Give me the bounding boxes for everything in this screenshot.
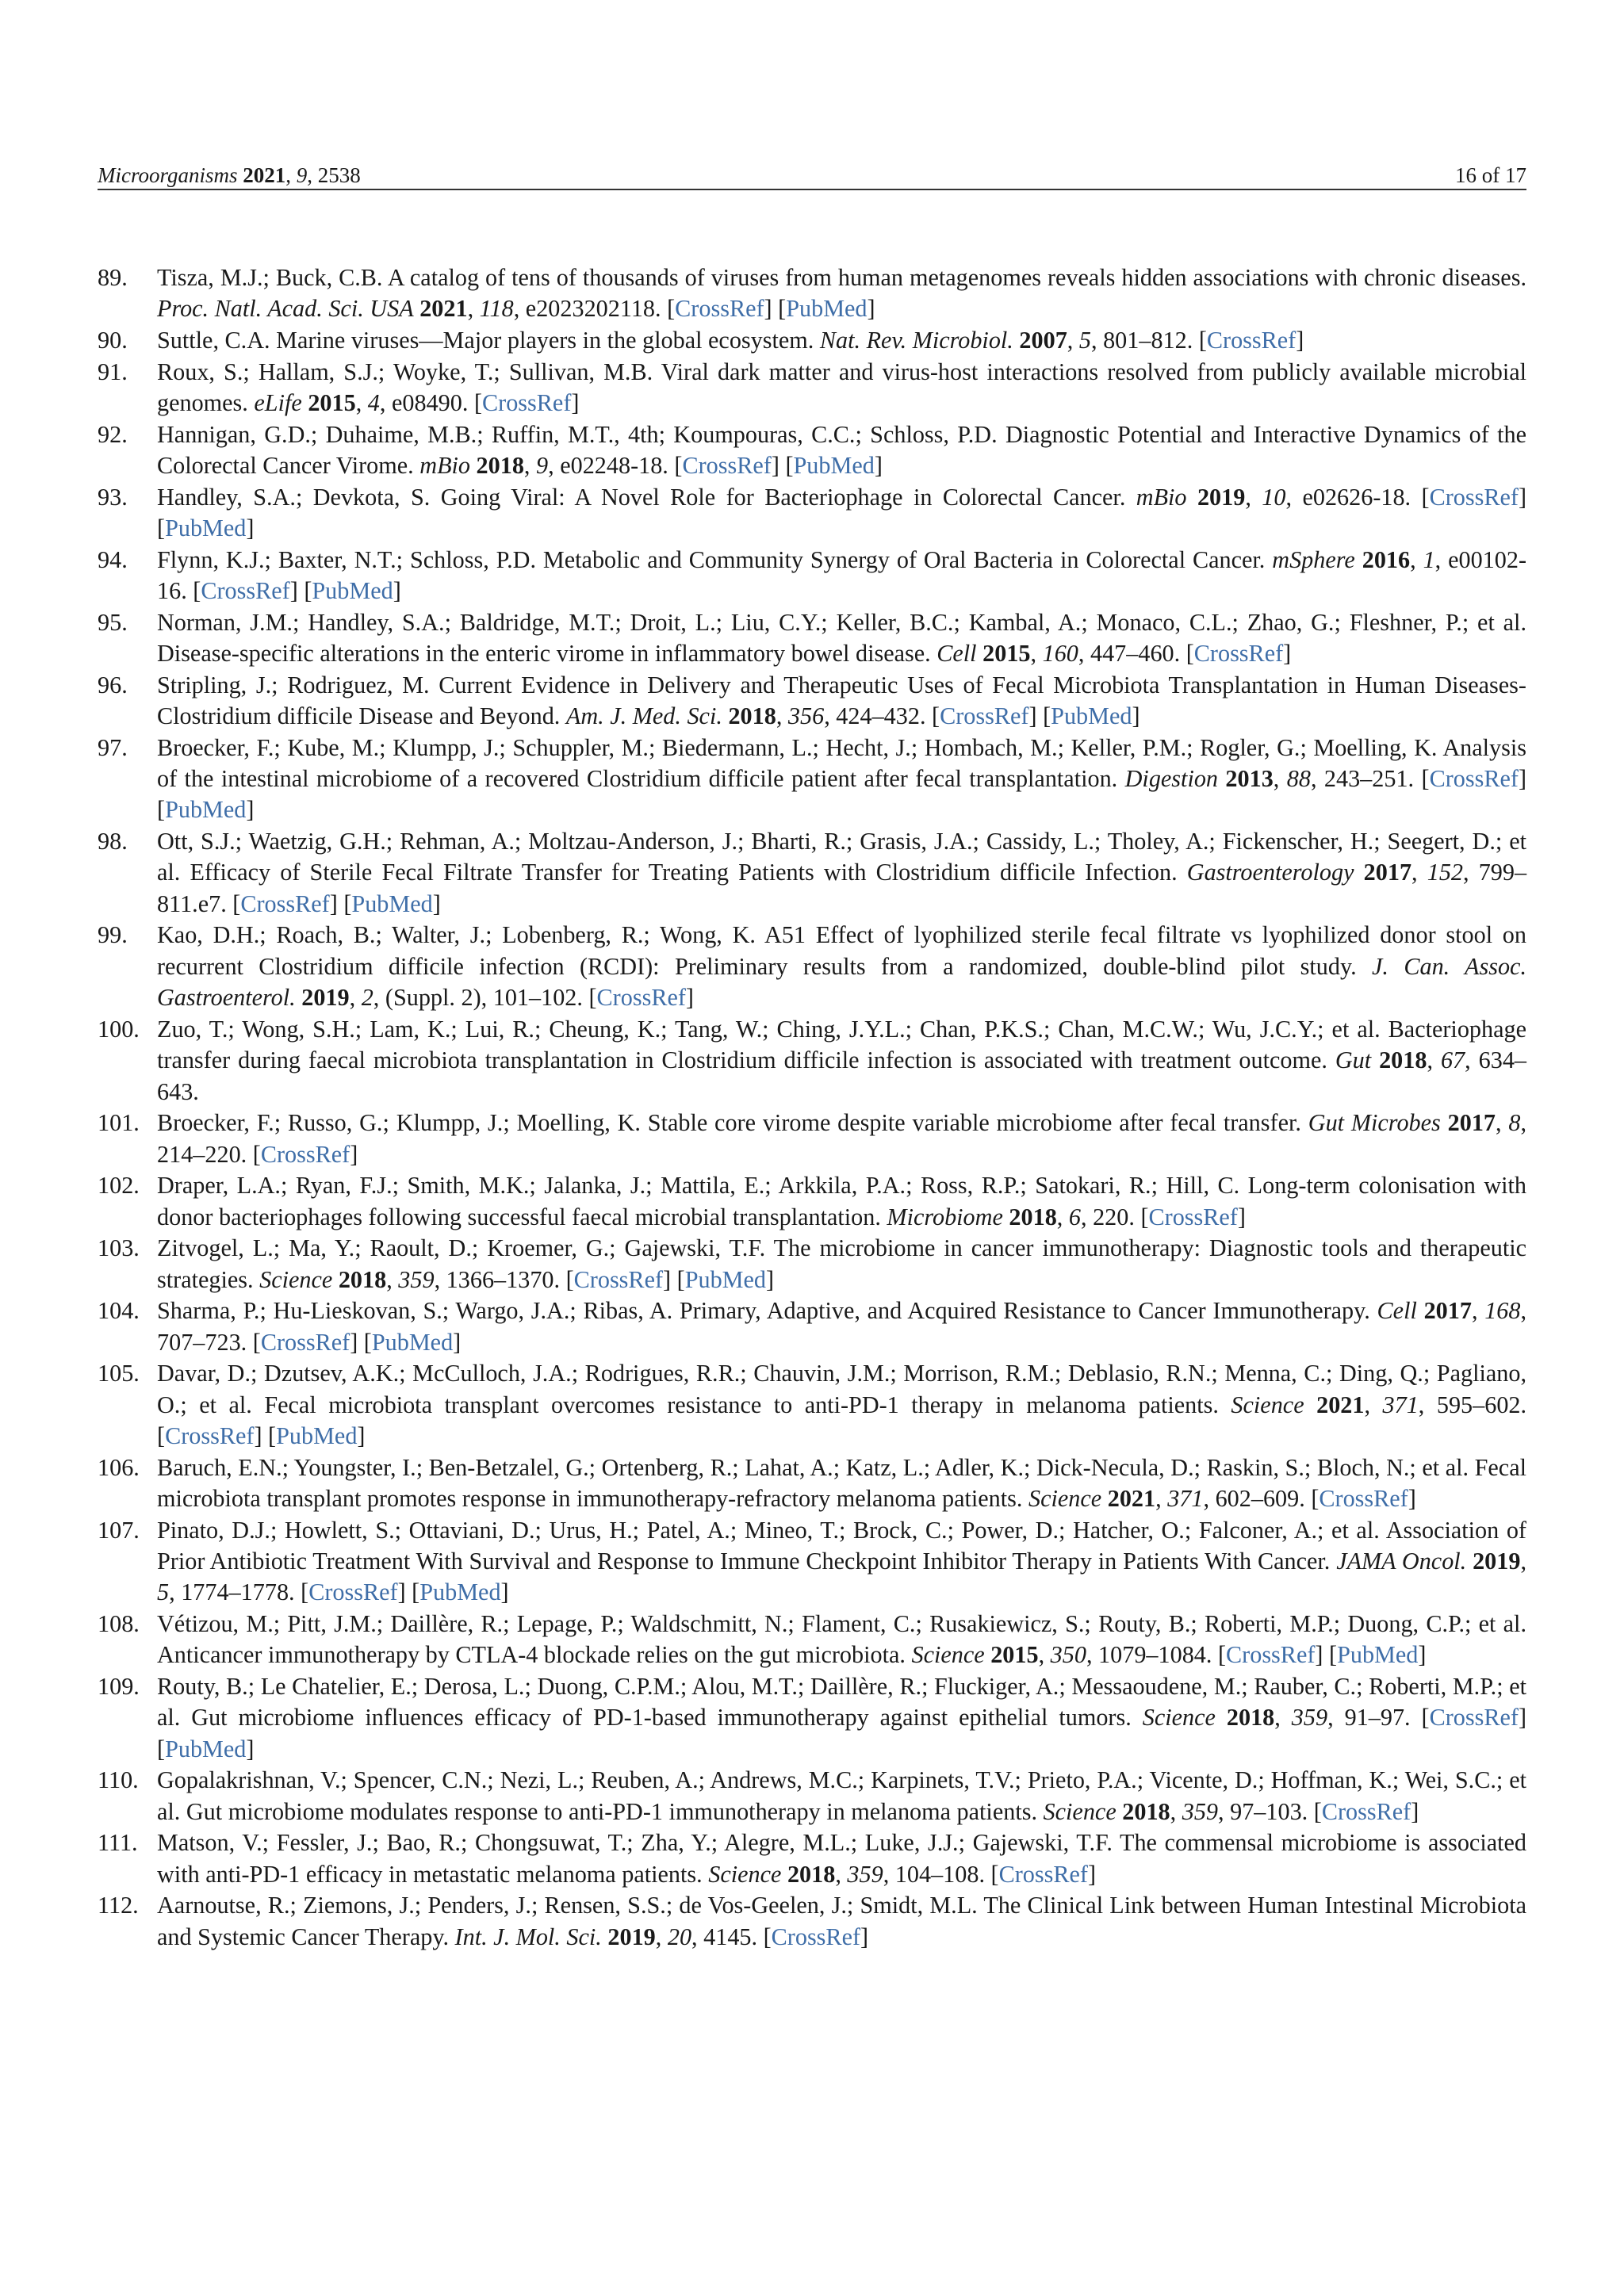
reference-authors-title: Flynn, K.J.; Baxter, N.T.; Schloss, P.D. Metabolic and Community Synergy of Oral Bacteria in Colorectal Cancer. xyxy=(157,545,1266,573)
link-pubmed[interactable]: PubMed xyxy=(786,295,868,323)
reference-year: 2018 xyxy=(476,452,524,479)
reference-volume: 160 xyxy=(1042,640,1078,667)
reference-item: 101. Broecker, F.; Russo, G.; Klumpp, J.; Moelling, K. Stable core virome despite variable microbiome after fecal transfer. Gut Microbes 2017, 8, 214–220. [CrossRef] xyxy=(98,1109,1527,1168)
reference-pages: 424–432. xyxy=(836,702,926,729)
reference-item: 104. Sharma, P.; Hu-Lieskovan, S.; Wargo, J.A.; Ribas, A. Primary, Adaptive, and Acquired Resistance to Cancer Immunotherapy. Cell 2017, 168, 707–723. [CrossRef] [PubMed] xyxy=(98,1297,1527,1356)
reference-year: 2018 xyxy=(728,702,776,729)
reference-authors-title: Aarnoutse, R.; Ziemons, J.; Penders, J.; Rensen, S.S.; de Vos-Geelen, J.; Smidt, M.L. The Clinical Link between Human Intestinal Microbiota and Systemic Cancer Therapy. xyxy=(157,1892,1526,1950)
reference-journal: JAMA Oncol. xyxy=(1336,1548,1467,1575)
reference-number: 112. xyxy=(98,1892,139,1919)
reference-year: 2021 xyxy=(1107,1485,1156,1513)
reference-item: 107. Pinato, D.J.; Howlett, S.; Ottaviani, D.; Urus, H.; Patel, A.; Mineo, T.; Brock, C.; Power, D.; Hatcher, O.; Falconer, A.; et al. Association of Prior Antibiotic Treatment With Survival and Response to Immune Checkpoint Inhibitor Therapy in Patients With Cancer. JAMA Oncol. 2019, 5, 1774–1778. [CrossRef] [PubMed] xyxy=(98,1516,1526,1606)
reference-item: 112. Aarnoutse, R.; Ziemons, J.; Penders, J.; Rensen, S.S.; de Vos-Geelen, J.; Smidt, M.L. The Clinical Link between Human Intestinal Microbiota and Systemic Cancer Therapy. Int. J. Mol. Sci. 2019, 20, 4145. [CrossRef] xyxy=(98,1892,1526,1950)
reference-volume: 359 xyxy=(1291,1704,1328,1732)
link-crossref[interactable]: CrossRef xyxy=(1193,640,1284,667)
reference-pages: e00102-16. xyxy=(157,545,1527,604)
reference-pages: 707–723. xyxy=(157,1328,247,1356)
reference-pages: (Suppl. 2), 101–102. xyxy=(385,984,583,1012)
reference-pages: e2023202118. xyxy=(525,295,661,323)
reference-year: 2019 xyxy=(301,984,350,1012)
link-pubmed[interactable]: PubMed xyxy=(419,1578,501,1606)
reference-number: 107. xyxy=(98,1516,140,1544)
reference-pages: 799–811.e7. xyxy=(157,859,1527,917)
reference-year: 2018 xyxy=(338,1265,387,1293)
reference-year: 2007 xyxy=(1019,327,1067,354)
reference-number: 95. xyxy=(98,608,128,636)
reference-year: 2019 xyxy=(607,1923,656,1950)
link-crossref[interactable]: CrossRef xyxy=(1226,1641,1316,1669)
reference-item: 98. Ott, S.J.; Waetzig, G.H.; Rehman, A.; Moltzau-Anderson, J.; Bharti, R.; Grasis, J.A.; Cassidy, L.; Tholey, A.; Fickenscher, H.; Seegert, D.; et al. Efficacy of Sterile Fecal Filtrate Transfer for Treating Patients with Clostridium difficile Infection. Gastroenterology 2017, 152, 799–811.e7. [CrossRef] [PubMed] xyxy=(98,828,1527,917)
reference-item: 92. Hannigan, G.D.; Duhaime, M.B.; Ruffin, M.T., 4th; Koumpouras, C.C.; Schloss, P.D. Diagnostic Potential and Interactive Dynamics of the Colorectal Cancer Virome. mBio 2018, 9, e02248-18. [CrossRef] [PubMed] xyxy=(98,420,1526,479)
reference-journal: Nat. Rev. Microbiol. xyxy=(819,327,1013,354)
link-crossref[interactable]: CrossRef xyxy=(573,1265,664,1293)
link-crossref[interactable]: CrossRef xyxy=(240,890,330,917)
reference-number: 92. xyxy=(98,420,128,448)
reference-number: 97. xyxy=(98,733,128,761)
reference-year: 2017 xyxy=(1423,1297,1472,1325)
link-crossref[interactable]: CrossRef xyxy=(1429,765,1519,792)
link-crossref[interactable]: CrossRef xyxy=(998,1860,1088,1888)
reference-journal: Gastroenterology xyxy=(1186,859,1354,886)
reference-journal: J. Can. Assoc. Gastroenterol. xyxy=(157,952,1527,1012)
reference-volume: 359 xyxy=(847,1860,883,1888)
reference-volume: 359 xyxy=(398,1265,435,1293)
reference-number: 105. xyxy=(98,1360,140,1387)
link-crossref[interactable]: CrossRef xyxy=(260,1328,350,1356)
reference-volume: 356 xyxy=(787,702,825,729)
reference-volume: 20 xyxy=(667,1923,692,1950)
link-crossref[interactable]: CrossRef xyxy=(1319,1485,1408,1513)
reference-item: 95. Norman, J.M.; Handley, S.A.; Baldridge, M.T.; Droit, L.; Liu, C.Y.; Keller, B.C.; Kambal, A.; Monaco, C.L.; Zhao, G.; Fleshner, P.; et al. Disease-specific alterations in the enteric virome in inflammatory bowel disease. Cell 2015, 160, 447–460. [CrossRef] xyxy=(98,608,1526,667)
reference-number: 96. xyxy=(98,671,128,698)
reference-authors-title: Norman, J.M.; Handley, S.A.; Baldridge, M.T.; Droit, L.; Liu, C.Y.; Keller, B.C.; Kambal, A.; Monaco, C.L.; Zhao, G.; Fleshner, P.; et al. Disease-specific alterations in the enteric virome in inflammatory bowel disease. xyxy=(157,608,1526,667)
reference-number: 103. xyxy=(98,1234,140,1262)
reference-number: 102. xyxy=(98,1172,140,1200)
reference-number: 98. xyxy=(98,828,128,855)
reference-pages: 447–460. xyxy=(1090,640,1181,667)
reference-volume: 2 xyxy=(361,984,373,1012)
reference-item: 102. Draper, L.A.; Ryan, F.J.; Smith, M.K.; Jalanka, J.; Mattila, E.; Arkkila, P.A.; Ross, R.P.; Satokari, R.; Hill, C. Long-term colonisation with donor bacteriophages following successful faecal microbial transplantation. Microbiome 2018, 6, 220. [CrossRef] xyxy=(98,1172,1526,1230)
reference-number: 89. xyxy=(98,264,128,291)
reference-pages: 1366–1370. xyxy=(446,1265,561,1293)
reference-journal: Science xyxy=(1142,1704,1216,1732)
reference-volume: 359 xyxy=(1182,1797,1219,1825)
reference-year: 2021 xyxy=(1316,1391,1365,1418)
link-crossref[interactable]: CrossRef xyxy=(482,389,572,416)
reference-year: 2018 xyxy=(1379,1047,1427,1074)
link-crossref[interactable]: CrossRef xyxy=(201,577,290,604)
page-number: 16 of 17 xyxy=(1455,163,1526,187)
reference-volume: 5 xyxy=(1078,327,1091,354)
reference-pages: e08490. xyxy=(391,389,469,416)
link-crossref[interactable]: CrossRef xyxy=(1206,327,1297,354)
reference-volume: 118 xyxy=(479,295,514,323)
reference-item: 96. Stripling, J.; Rodriguez, M. Current Evidence in Delivery and Therapeutic Uses of Fecal Microbiota Transplantation in Human Diseases-Clostridium difficile Disease and Beyond. Am. J. Med. Sci. 2018, 356, 424–432. [CrossRef] [PubMed] xyxy=(98,671,1526,729)
reference-journal: Science xyxy=(708,1860,782,1888)
reference-pages: 214–220. xyxy=(157,1140,247,1168)
reference-pages: 602–609. xyxy=(1215,1485,1305,1513)
reference-journal: Cell xyxy=(1377,1297,1417,1325)
reference-pages: 4145. xyxy=(703,1923,758,1950)
reference-authors-title: Tisza, M.J.; Buck, C.B. A catalog of tens of thousands of viruses from human metagenomes reveals hidden associations with chronic diseases. xyxy=(157,264,1526,291)
reference-number: 109. xyxy=(98,1673,140,1701)
link-crossref[interactable]: CrossRef xyxy=(596,984,686,1012)
link-crossref[interactable]: CrossRef xyxy=(260,1140,350,1168)
reference-number: 101. xyxy=(98,1109,140,1137)
reference-pages: e02248-18. xyxy=(560,452,668,479)
reference-authors-title: Stripling, J.; Rodriguez, M. Current Evidence in Delivery and Therapeutic Uses of Fecal Microbiota Transplantation in Human Diseases-Clostridium difficile Disease and Beyond. xyxy=(157,671,1526,729)
reference-volume: 4 xyxy=(367,389,380,416)
link-pubmed[interactable]: PubMed xyxy=(371,1328,454,1356)
reference-journal: mBio xyxy=(1136,483,1187,511)
reference-number: 108. xyxy=(98,1610,140,1638)
reference-volume: 371 xyxy=(1382,1391,1419,1418)
reference-volume: 152 xyxy=(1427,859,1463,886)
reference-journal: Science xyxy=(1231,1391,1304,1418)
reference-volume: 9 xyxy=(536,452,549,479)
reference-journal: Proc. Natl. Acad. Sci. USA xyxy=(157,295,414,323)
page-header xyxy=(98,163,1526,192)
link-pubmed[interactable]: PubMed xyxy=(165,1735,247,1762)
reference-journal: mBio xyxy=(419,452,470,479)
reference-authors-title: Roux, S.; Hallam, S.J.; Woyke, T.; Sullivan, M.B. Viral dark matter and virus-host interactions resolved from publicly available microbial genomes. xyxy=(157,358,1526,416)
reference-item: 109. Routy, B.; Le Chatelier, E.; Derosa, L.; Duong, C.P.M.; Alou, M.T.; Daillère, R.; Fluckiger, A.; Messaoudene, M.; Rauber, C.; Roberti, M.P.; et al. Gut microbiome influences efficacy of PD-1-based immunotherapy against epithelial tumors. Science 2018, 359, 91–97. [CrossRef] [PubMed] xyxy=(98,1673,1527,1762)
reference-item: 93. Handley, S.A.; Devkota, S. Going Viral: A Novel Role for Bacteriophage in Colorectal Cancer. mBio 2019, 10, e02626-18. [CrossRef] [PubMed] xyxy=(98,483,1527,541)
reference-year: 2015 xyxy=(308,389,356,416)
reference-item: 99. Kao, D.H.; Roach, B.; Walter, J.; Lobenberg, R.; Wong, K. A51 Effect of lyophilized sterile fecal filtrate vs lyophilized donor stool on recurrent Clostridium difficile infection (RCDI): Preliminary results from a randomized, double-blind pilot study. J. Can. Assoc. Gastroenterol. 2019, 2, (Suppl. 2), 101–102. [CrossRef] xyxy=(98,921,1527,1012)
reference-authors-title: Zitvogel, L.; Ma, Y.; Raoult, D.; Kroemer, G.; Gajewski, T.F. The microbiome in cancer immunotherapy: Diagnostic tools and therapeutic strategies. xyxy=(157,1234,1526,1293)
reference-year: 2017 xyxy=(1363,859,1412,886)
reference-item: 91. Roux, S.; Hallam, S.J.; Woyke, T.; Sullivan, M.B. Viral dark matter and virus-host interactions resolved from publicly available microbial genomes. eLife 2015, 4, e08490. [CrossRef] xyxy=(98,358,1526,416)
reference-journal: Am. J. Med. Sci. xyxy=(565,702,722,729)
reference-year: 2013 xyxy=(1225,765,1274,792)
link-crossref[interactable]: CrossRef xyxy=(675,295,764,323)
reference-year: 2018 xyxy=(1009,1203,1057,1230)
reference-number: 99. xyxy=(98,921,128,949)
article-number: 2538 xyxy=(317,163,361,187)
reference-authors-title: Broecker, F.; Russo, G.; Klumpp, J.; Moelling, K. Stable core virome despite variable microbiome after fecal transfer. xyxy=(157,1109,1301,1137)
reference-year: 2018 xyxy=(1122,1797,1170,1825)
reference-pages: 243–251. xyxy=(1323,765,1415,792)
reference-number: 94. xyxy=(98,545,128,573)
reference-authors-title: Suttle, C.A. Marine viruses—Major players in the global ecosystem. xyxy=(157,327,814,354)
reference-authors-title: Zuo, T.; Wong, S.H.; Lam, K.; Lui, R.; Cheung, K.; Tang, W.; Ching, J.Y.L.; Chan, P.K.S.; Chan, M.C.W.; Wu, J.C.Y.; et al. Bacteriophage transfer during faecal microbiota transplantation in Clostridium difficile infection is associated with treatment outcome. xyxy=(157,1015,1526,1074)
link-crossref[interactable]: CrossRef xyxy=(940,702,1029,729)
reference-journal: Digestion xyxy=(1124,765,1219,792)
reference-year: 2019 xyxy=(1197,483,1246,511)
reference-authors-title: Davar, D.; Dzutsev, A.K.; McCulloch, J.A.; Rodrigues, R.R.; Chauvin, J.M.; Morrison, R.M.; Deblasio, R.N.; Menna, C.; Ding, Q.; Pagliano, O.; et al. Fecal microbiota transplant overcomes resistance to anti-PD-1 therapy in melanoma patients. xyxy=(157,1360,1526,1418)
reference-pages: 104–108. xyxy=(894,1860,985,1888)
reference-volume: 371 xyxy=(1167,1485,1204,1513)
link-crossref[interactable]: CrossRef xyxy=(1321,1797,1411,1825)
header-rule xyxy=(98,189,1526,190)
reference-number: 90. xyxy=(98,327,128,354)
reference-pages: 1774–1778. xyxy=(181,1578,295,1606)
reference-list xyxy=(98,262,1526,1953)
link-crossref[interactable]: CrossRef xyxy=(1148,1203,1238,1230)
reference-volume: 168 xyxy=(1484,1297,1521,1325)
reference-journal: Gut Microbes xyxy=(1308,1109,1441,1137)
reference-journal: Science xyxy=(259,1265,333,1293)
reference-number: 110. xyxy=(98,1766,139,1794)
reference-year: 2017 xyxy=(1447,1109,1496,1137)
reference-authors-title: Matson, V.; Fessler, J.; Bao, R.; Chongsuwat, T.; Zha, Y.; Alegre, M.L.; Luke, J.J.; Gajewski, T.F. The commensal microbiome is associated with anti-PD-1 efficacy in metastatic melanoma patients. xyxy=(157,1829,1526,1888)
link-pubmed[interactable]: PubMed xyxy=(793,452,875,479)
reference-authors-title: Vétizou, M.; Pitt, J.M.; Daillère, R.; Lepage, P.; Waldschmitt, N.; Flament, C.; Rusakiewicz, S.; Routy, B.; Roberti, M.P.; Duong, C.P.; et al. Anticancer immunotherapy by CTLA-4 blockade relies on the gut microbiota. xyxy=(157,1610,1526,1669)
reference-item: 103. Zitvogel, L.; Ma, Y.; Raoult, D.; Kroemer, G.; Gajewski, T.F. The microbiome in cancer immunotherapy: Diagnostic tools and therapeutic strategies. Science 2018, 359, 1366–1370. [CrossRef] [PubMed] xyxy=(98,1234,1526,1293)
reference-item: 100. Zuo, T.; Wong, S.H.; Lam, K.; Lui, R.; Cheung, K.; Tang, W.; Ching, J.Y.L.; Chan, P.K.S.; Chan, M.C.W.; Wu, J.C.Y.; et al. Bacteriophage transfer during faecal microbiota transplantation in Clostridium difficile infection is associated with treatment outcome. Gut 2018, 67, 634–643. xyxy=(98,1015,1527,1105)
reference-journal: Gut xyxy=(1335,1047,1372,1074)
reference-authors-title: Sharma, P.; Hu-Lieskovan, S.; Wargo, J.A.; Ribas, A. Primary, Adaptive, and Acquired Resistance to Cancer Immunotherapy. xyxy=(157,1297,1370,1325)
reference-journal: Science xyxy=(1028,1485,1102,1513)
reference-volume: 88 xyxy=(1286,765,1311,792)
reference-volume: 350 xyxy=(1050,1641,1086,1669)
reference-pages: 634–643. xyxy=(157,1047,1527,1105)
reference-number: 111. xyxy=(98,1829,138,1857)
journal-name: Microorganisms xyxy=(98,163,238,187)
reference-pages: 91–97. xyxy=(1344,1704,1411,1732)
reference-journal: mSphere xyxy=(1272,545,1355,573)
reference-number: 93. xyxy=(98,483,128,511)
reference-item: 94. Flynn, K.J.; Baxter, N.T.; Schloss, P.D. Metabolic and Community Synergy of Oral Bacteria in Colorectal Cancer. mSphere 2016, 1, e00102-16. [CrossRef] [PubMed] xyxy=(98,545,1527,604)
reference-authors-title: Kao, D.H.; Roach, B.; Walter, J.; Lobenberg, R.; Wong, K. A51 Effect of lyophilized sterile fecal filtrate vs lyophilized donor stool on recurrent Clostridium difficile infection (RCDI): Preliminary results from a randomized, double-blind pilot study. xyxy=(157,921,1526,980)
link-crossref[interactable]: CrossRef xyxy=(308,1578,398,1606)
reference-journal: Science xyxy=(911,1641,985,1669)
reference-item: 105. Davar, D.; Dzutsev, A.K.; McCulloch, J.A.; Rodrigues, R.R.; Chauvin, J.M.; Morrison, R.M.; Deblasio, R.N.; Menna, C.; Ding, Q.; Pagliano, O.; et al. Fecal microbiota transplant overcomes resistance to anti-PD-1 therapy in melanoma patients. Science 2021, 371, 595–602. [CrossRef] [PubMed] xyxy=(98,1360,1527,1450)
journal-year: 2021 xyxy=(243,163,286,187)
reference-authors-title: Hannigan, G.D.; Duhaime, M.B.; Ruffin, M.T., 4th; Koumpouras, C.C.; Schloss, P.D. Diagnostic Potential and Interactive Dynamics of the Colorectal Cancer Virome. xyxy=(157,420,1526,479)
reference-number: 100. xyxy=(98,1015,140,1043)
reference-number: 91. xyxy=(98,358,128,385)
reference-journal: Science xyxy=(1043,1797,1116,1825)
reference-authors-title: Draper, L.A.; Ryan, F.J.; Smith, M.K.; Jalanka, J.; Mattila, E.; Arkkila, P.A.; Ross, R.P.; Satokari, R.; Hill, C. Long-term colonisation with donor bacteriophages following successful faecal microbial transplantation. xyxy=(157,1172,1526,1230)
reference-authors-title: Gopalakrishnan, V.; Spencer, C.N.; Nezi, L.; Reuben, A.; Andrews, M.C.; Karpinets, T.V.; Prieto, P.A.; Vicente, D.; Hoffman, K.; Wei, S.C.; et al. Gut microbiome modulates response to anti-PD-1 immunotherapy in melanoma patients. xyxy=(157,1766,1526,1825)
link-crossref[interactable]: CrossRef xyxy=(1429,483,1519,511)
reference-year: 2019 xyxy=(1473,1548,1521,1575)
link-pubmed[interactable]: PubMed xyxy=(1051,702,1132,729)
reference-volume: 8 xyxy=(1508,1109,1521,1137)
link-crossref[interactable]: CrossRef xyxy=(682,452,772,479)
link-pubmed[interactable]: PubMed xyxy=(165,796,247,824)
link-crossref[interactable]: CrossRef xyxy=(165,1422,255,1450)
link-pubmed[interactable]: PubMed xyxy=(276,1422,358,1450)
running-head: Microorganisms 2021, 9, 2538 xyxy=(98,163,361,187)
reference-volume: 10 xyxy=(1262,483,1286,511)
link-crossref[interactable]: CrossRef xyxy=(1429,1704,1519,1732)
reference-year: 2018 xyxy=(1226,1704,1275,1732)
reference-year: 2015 xyxy=(982,640,1031,667)
reference-item: 110. Gopalakrishnan, V.; Spencer, C.N.; Nezi, L.; Reuben, A.; Andrews, M.C.; Karpinets, T.V.; Prieto, P.A.; Vicente, D.; Hoffman, K.; Wei, S.C.; et al. Gut microbiome modulates response to anti-PD-1 immunotherapy in melanoma patients. Science 2018, 359, 97–103. [CrossRef] xyxy=(98,1766,1526,1825)
reference-volume: 6 xyxy=(1068,1203,1081,1230)
reference-item: 90. Suttle, C.A. Marine viruses—Major players in the global ecosystem. Nat. Rev. Microbiol. 2007, 5, 801–812. [CrossRef] xyxy=(98,325,1526,356)
reference-number: 106. xyxy=(98,1453,140,1481)
reference-journal: eLife xyxy=(254,389,302,416)
reference-journal: Microbiome xyxy=(887,1203,1003,1230)
reference-journal: Cell xyxy=(936,640,977,667)
reference-item: 106. Baruch, E.N.; Youngster, I.; Ben-Betzalel, G.; Ortenberg, R.; Lahat, A.; Katz, L.; Adler, K.; Dick-Necula, D.; Raskin, S.; Bloch, N.; et al. Fecal microbiota transplant promotes response in immunotherapy-refractory melanoma patients. Science 2021, 371, 602–609. [CrossRef] xyxy=(98,1453,1526,1513)
journal-volume: 9 xyxy=(296,163,308,187)
reference-journal: Int. J. Mol. Sci. xyxy=(454,1923,602,1950)
reference-year: 2018 xyxy=(787,1860,836,1888)
reference-pages: 801–812. xyxy=(1103,327,1193,354)
reference-item: 97. Broecker, F.; Kube, M.; Klumpp, J.; Schuppler, M.; Biedermann, L.; Hecht, J.; Hombach, M.; Keller, P.M.; Rogler, G.; Moelling, K. Analysis of the intestinal microbiome of a recovered Clostridium difficile patient after fecal transplantation. Digestion 2013, 88, 243–251. [CrossRef] [PubMed] xyxy=(98,733,1526,824)
reference-pages: 220. xyxy=(1093,1203,1135,1230)
reference-year: 2021 xyxy=(419,295,468,323)
reference-item: 111. Matson, V.; Fessler, J.; Bao, R.; Chongsuwat, T.; Zha, Y.; Alegre, M.L.; Luke, J.J.; Gajewski, T.F. The commensal microbiome is associated with anti-PD-1 efficacy in metastatic melanoma patients. Science 2018, 359, 104–108. [CrossRef] xyxy=(98,1829,1526,1888)
reference-volume: 5 xyxy=(157,1578,170,1606)
link-pubmed[interactable]: PubMed xyxy=(684,1265,767,1293)
reference-pages: 97–103. xyxy=(1230,1797,1308,1825)
reference-number: 104. xyxy=(98,1297,140,1325)
link-pubmed[interactable]: PubMed xyxy=(312,577,393,604)
link-pubmed[interactable]: PubMed xyxy=(165,515,247,541)
reference-authors-title: Baruch, E.N.; Youngster, I.; Ben-Betzalel, G.; Ortenberg, R.; Lahat, A.; Katz, L.; Adler, K.; Dick-Necula, D.; Raskin, S.; Bloch, N.; et al. Fecal microbiota transplant promotes response in immunotherapy-refractory melanoma patients. xyxy=(157,1453,1526,1513)
reference-authors-title: Handley, S.A.; Devkota, S. Going Viral: A Novel Role for Bacteriophage in Colorectal Cancer. xyxy=(157,483,1126,511)
reference-pages: e02626-18. xyxy=(1302,483,1411,511)
reference-pages: 1079–1084. xyxy=(1098,1641,1212,1669)
reference-volume: 67 xyxy=(1440,1047,1465,1074)
reference-year: 2015 xyxy=(990,1641,1039,1669)
reference-authors-title: Pinato, D.J.; Howlett, S.; Ottaviani, D.; Urus, H.; Patel, A.; Mineo, T.; Brock, C.; Power, D.; Hatcher, O.; Falconer, A.; et al. Association of Prior Antibiotic Treatment With Survival and Response to Immune Checkpoint Inhibitor Therapy in Patients With Cancer. xyxy=(157,1516,1526,1575)
reference-authors-title: Broecker, F.; Kube, M.; Klumpp, J.; Schuppler, M.; Biedermann, L.; Hecht, J.; Hombach, M.; Keller, P.M.; Rogler, G.; Moelling, K. Analysis of the intestinal microbiome of a recovered Clostridium difficile patient after fecal transplantation. xyxy=(157,733,1526,792)
link-crossref[interactable]: CrossRef xyxy=(771,1923,861,1950)
reference-item: 108. Vétizou, M.; Pitt, J.M.; Daillère, R.; Lepage, P.; Waldschmitt, N.; Flament, C.; Rusakiewicz, S.; Routy, B.; Roberti, M.P.; Duong, C.P.; et al. Anticancer immunotherapy by CTLA-4 blockade relies on the gut microbiota. Science 2015, 350, 1079–1084. [CrossRef] [PubMed] xyxy=(98,1610,1526,1669)
reference-pages: 595–602. xyxy=(1436,1391,1527,1418)
reference-authors-title: Ott, S.J.; Waetzig, G.H.; Rehman, A.; Moltzau-Anderson, J.; Bharti, R.; Grasis, J.A.; Cassidy, L.; Tholey, A.; Fickenscher, H.; Seegert, D.; et al. Efficacy of Sterile Fecal Filtrate Transfer for Treating Patients with Clostridium difficile Infection. xyxy=(157,828,1526,886)
reference-year: 2016 xyxy=(1362,545,1411,573)
reference-volume: 1 xyxy=(1423,545,1435,573)
link-pubmed[interactable]: PubMed xyxy=(1337,1641,1419,1669)
reference-item: 89. Tisza, M.J.; Buck, C.B. A catalog of tens of thousands of viruses from human metagenomes reveals hidden associations with chronic diseases. Proc. Natl. Acad. Sci. USA 2021, 118, e2023202118. [CrossRef] [PubMed] xyxy=(98,264,1526,323)
reference-authors-title: Routy, B.; Le Chatelier, E.; Derosa, L.; Duong, C.P.M.; Alou, M.T.; Daillère, R.; Fluckiger, A.; Messaoudene, M.; Rauber, C.; Roberti, M.P.; et al. Gut microbiome influences efficacy of PD-1-based immunotherapy against epithelial tumors. xyxy=(157,1673,1526,1732)
link-pubmed[interactable]: PubMed xyxy=(351,890,433,917)
